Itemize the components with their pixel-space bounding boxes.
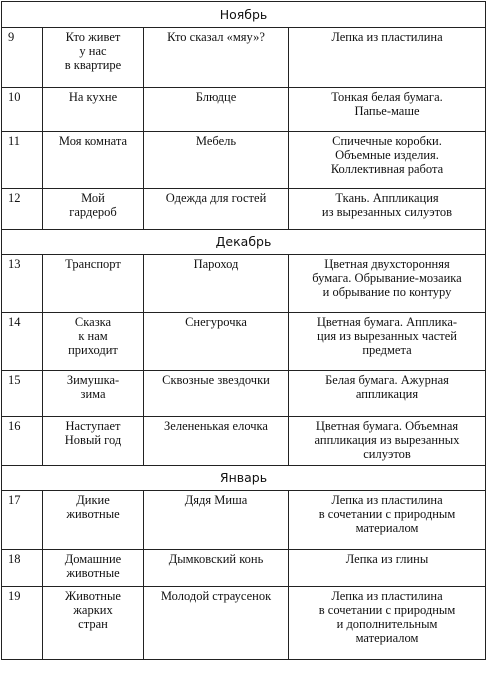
lesson-topic-line: стран [78, 617, 108, 631]
lesson-technique [289, 132, 486, 189]
lesson-topic-line: Транспорт [65, 257, 121, 271]
lesson-title-line: Одежда для гостей [165, 191, 267, 205]
lesson-title-line: Молодой страусенок [160, 589, 272, 603]
lesson-topic [43, 587, 144, 660]
table-row [2, 28, 486, 88]
lesson-topic-line: животные [66, 507, 120, 521]
lesson-topic-line: Дикие [76, 493, 110, 507]
lesson-topic-line: Домашние [64, 552, 122, 566]
lesson-technique [289, 189, 486, 230]
lesson-technique-line: ция из вырезанных частей [317, 329, 457, 343]
lesson-topic [43, 417, 144, 466]
month-header-row [2, 466, 486, 491]
table-row [2, 550, 486, 587]
lesson-number: 11 [2, 132, 43, 189]
lesson-number: 9 [2, 28, 43, 88]
lesson-title-line: Блюдце [195, 90, 237, 104]
lesson-technique [289, 255, 486, 313]
lesson-topic-line: у нас [79, 44, 107, 58]
lesson-technique-line: Объемные изделия. [335, 148, 439, 162]
lesson-title [144, 417, 289, 466]
lesson-technique-line: аппликация [355, 387, 419, 401]
lesson-technique-line: из вырезанных силуэтов [321, 205, 453, 219]
lesson-title [144, 88, 289, 132]
month-header: Январь [2, 466, 486, 491]
table-row [2, 417, 486, 466]
table-row [2, 491, 486, 550]
lesson-title-line: Пароход [193, 257, 239, 271]
lesson-technique-line: аппликация из вырезанных [314, 433, 460, 447]
lesson-title [144, 371, 289, 417]
lesson-title [144, 189, 289, 230]
lesson-technique-line: Лепка из пластилина [331, 493, 443, 507]
lesson-number: 16 [2, 417, 43, 466]
lesson-number: 17 [2, 491, 43, 550]
lesson-topic [43, 371, 144, 417]
lesson-technique [289, 313, 486, 371]
table-row [2, 587, 486, 660]
month-header-row [2, 230, 486, 255]
lesson-topic-line: приходит [68, 343, 118, 357]
table-row [2, 313, 486, 371]
lesson-topic-line: Мой [81, 191, 105, 205]
lesson-technique-line: материалом [355, 521, 419, 535]
lesson-technique-line: Коллективная работа [330, 162, 444, 176]
lesson-technique-line: Белая бумага. Ажурная [325, 373, 449, 387]
lesson-technique-line: и обрывание по контуру [322, 285, 452, 299]
lesson-technique-line: Лепка из пластилина [331, 589, 443, 603]
lesson-title [144, 132, 289, 189]
lesson-topic [43, 189, 144, 230]
lesson-technique-line: Папье-маше [354, 104, 420, 118]
lesson-topic-line: Животные [65, 589, 121, 603]
lesson-number: 10 [2, 88, 43, 132]
lesson-title [144, 587, 289, 660]
table-row [2, 255, 486, 313]
lesson-technique-line: и дополнительным [336, 617, 438, 631]
lesson-number: 19 [2, 587, 43, 660]
lesson-technique-line: в сочетании с природным [318, 603, 456, 617]
table-row [2, 132, 486, 189]
lesson-title-line: Снегурочка [185, 315, 247, 329]
lesson-technique-line: Ткань. Аппликация [335, 191, 439, 205]
lesson-topic-line: Наступает [65, 419, 121, 433]
lesson-technique [289, 371, 486, 417]
lesson-topic [43, 28, 144, 88]
table-row [2, 371, 486, 417]
lesson-title-line: Дядя Миша [184, 493, 248, 507]
lesson-technique-line: бумага. Обрывание-мозаика [312, 271, 462, 285]
lesson-plan-body [2, 2, 486, 660]
lesson-title-line: Зелененькая елочка [164, 419, 268, 433]
lesson-technique [289, 417, 486, 466]
lesson-technique-line: Лепка из глины [345, 552, 429, 566]
lesson-topic-line: жарких [73, 603, 113, 617]
lesson-technique [289, 550, 486, 587]
lesson-topic [43, 550, 144, 587]
lesson-title-line: Дымковский конь [168, 552, 264, 566]
lesson-number: 12 [2, 189, 43, 230]
lesson-topic-line: Сказка [74, 315, 112, 329]
month-header-row [2, 2, 486, 28]
lesson-topic [43, 491, 144, 550]
lesson-technique-line: материалом [355, 631, 419, 645]
lesson-title [144, 28, 289, 88]
lesson-title-line: Кто сказал «мяу»? [167, 30, 265, 44]
lesson-technique-line: силуэтов [363, 447, 411, 461]
lesson-number: 15 [2, 371, 43, 417]
lesson-topic-line: Кто живет [65, 30, 121, 44]
lesson-topic-line: животные [66, 566, 120, 580]
lesson-topic-line: На кухне [68, 90, 118, 104]
lesson-technique-line: Спичечные коробки. [332, 134, 442, 148]
lesson-technique [289, 88, 486, 132]
lesson-topic [43, 88, 144, 132]
lesson-technique-line: в сочетании с природным [318, 507, 456, 521]
lesson-topic [43, 313, 144, 371]
lesson-technique-line: Тонкая белая бумага. [331, 90, 443, 104]
lesson-topic-line: гардероб [69, 205, 117, 219]
lesson-number: 18 [2, 550, 43, 587]
lesson-topic-line: в квартире [64, 58, 122, 72]
lesson-technique [289, 491, 486, 550]
lesson-topic [43, 255, 144, 313]
month-header: Ноябрь [2, 2, 486, 28]
table-row [2, 189, 486, 230]
lesson-topic-line: зима [80, 387, 106, 401]
lesson-title [144, 550, 289, 587]
table-row [2, 88, 486, 132]
lesson-technique-line: Цветная бумага. Апплика- [316, 315, 458, 329]
lesson-title [144, 313, 289, 371]
lesson-title-line: Мебель [195, 134, 237, 148]
lesson-technique [289, 587, 486, 660]
lesson-technique-line: предмета [362, 343, 412, 357]
lesson-topic-line: Моя комната [58, 134, 128, 148]
lesson-plan-table [1, 1, 486, 660]
lesson-title [144, 491, 289, 550]
lesson-technique [289, 28, 486, 88]
lesson-title-line: Сквозные звездочки [162, 373, 270, 387]
lesson-topic-line: к нам [78, 329, 108, 343]
lesson-title [144, 255, 289, 313]
month-header: Декабрь [2, 230, 486, 255]
lesson-number: 14 [2, 313, 43, 371]
lesson-topic-line: Новый год [64, 433, 122, 447]
lesson-technique-line: Лепка из пластилина [331, 30, 443, 44]
lesson-topic-line: Зимушка- [66, 373, 120, 387]
lesson-topic [43, 132, 144, 189]
lesson-technique-line: Цветная двухсторонняя [324, 257, 450, 271]
lesson-technique-line: Цветная бумага. Объемная [315, 419, 459, 433]
lesson-number: 13 [2, 255, 43, 313]
